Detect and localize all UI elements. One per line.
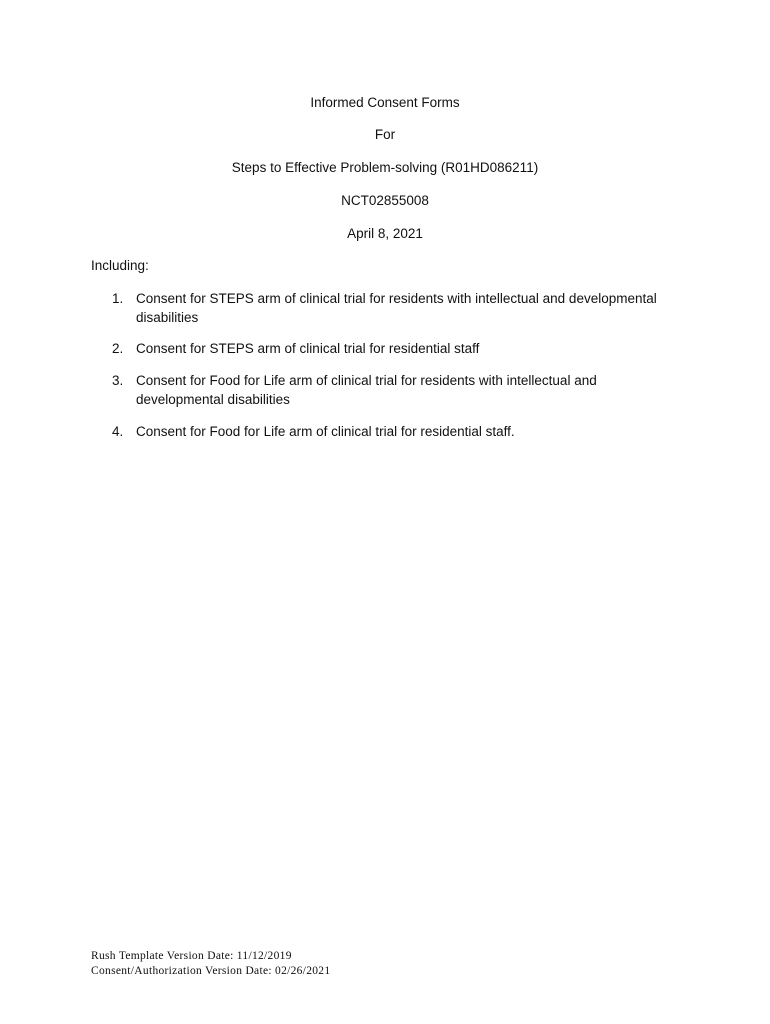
list-item-number: 1. [112, 291, 124, 306]
list-item-number: 2. [112, 341, 124, 356]
document-title: Informed Consent Forms [310, 95, 460, 110]
footer-consent-version: Consent/Authorization Version Date: 02/26/2021 [91, 965, 331, 977]
list-item-text: Consent for STEPS arm of clinical trial for residents with intellectual and developmental disabilities [136, 291, 657, 325]
list-item-number: 4. [112, 424, 124, 439]
study-title: Steps to Effective Problem-solving (R01HD086211) [231, 160, 539, 175]
list-item-number: 3. [112, 373, 124, 388]
including-label: Including: [91, 258, 149, 273]
list-item-text: Consent for Food for Life arm of clinical trial for residents with intellectual and developmental disabilities [136, 373, 597, 407]
title-for-line: For [374, 127, 396, 142]
list-item-text: Consent for Food for Life arm of clinical trial for residential staff. [136, 424, 515, 439]
document-date: April 8, 2021 [347, 226, 423, 241]
list-item-text: Consent for STEPS arm of clinical trial for residential staff [136, 341, 480, 356]
nct-number: NCT02855008 [341, 193, 429, 208]
page-footer [91, 949, 330, 979]
footer-template-version: Rush Template Version Date: 11/12/2019 [91, 950, 292, 962]
